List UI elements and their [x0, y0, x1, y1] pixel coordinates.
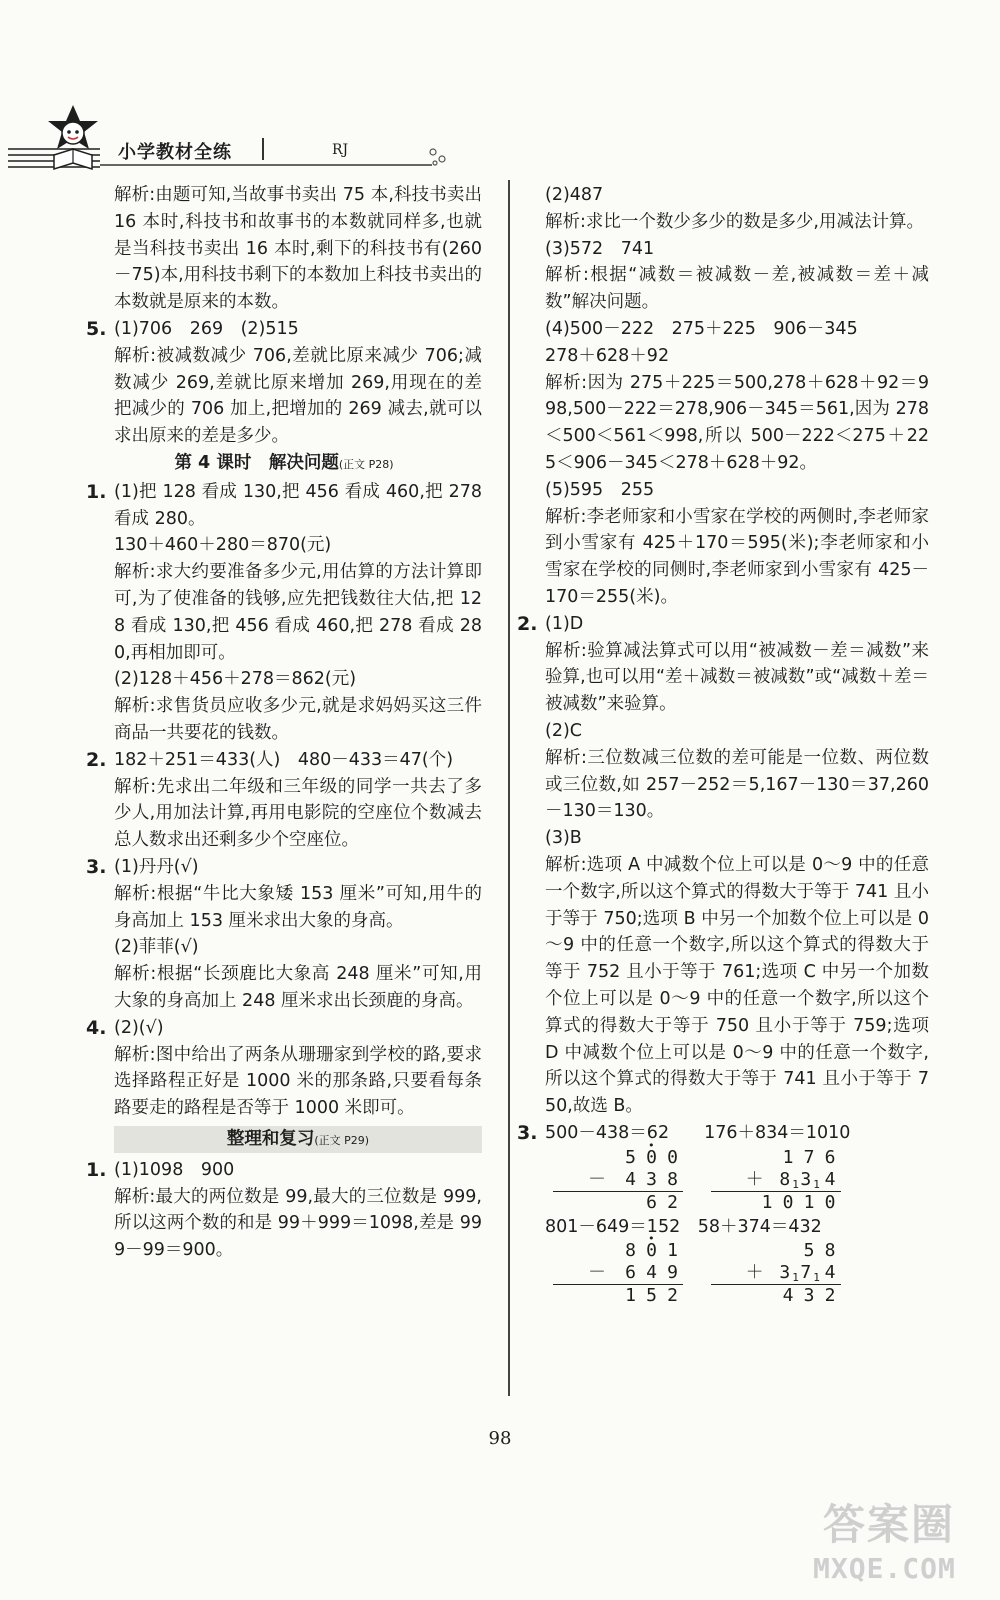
explanation-text: 解析:由题可知,当故事书卖出 75 本,科技书卖出 16 本时,科技书和故事书的本数就同样多,也就是当科技书卖出 16 本时,剩下的科技书有(260－75)本,用科技书剩下的本数加上科技书卖出的本数就是原来的本数。 [114, 185, 488, 313]
digit: 8 [625, 1240, 636, 1262]
question-1 [86, 479, 488, 747]
column-divider [508, 180, 510, 1396]
top-operand [545, 1240, 683, 1262]
digit: 3 1 [779, 1262, 799, 1285]
digit: 5 [803, 1240, 815, 1262]
carry-mark: 1 [792, 1177, 799, 1191]
operator-symbol: ＋ [745, 1262, 764, 1284]
question-3 [86, 854, 482, 1015]
answer-text: 182＋251＝433(人) 480－433＝47(个) [114, 749, 454, 770]
bottom-operand [703, 1262, 841, 1284]
digit: 8 [824, 1240, 836, 1262]
digit: 0 [782, 1191, 794, 1213]
digit: 5 [625, 1146, 636, 1168]
question-5 [86, 316, 482, 450]
answer-text: 278＋628＋92 [545, 345, 670, 366]
edition-label: RJ [332, 142, 349, 158]
answer-text: (3)572 741 [545, 238, 655, 259]
section-title-lesson-4 [86, 450, 482, 479]
mascot-icon [38, 103, 108, 173]
section-page-ref: (正文 P29) [314, 1133, 370, 1147]
explanation-text: 解析:验算减法算式可以用“被减数－差＝减数”来验算,也可以用“差＋减数＝被减数”或“减数＋差＝被减数”来验算。 [545, 640, 929, 715]
digit: 6 [625, 1262, 636, 1284]
top-operand [703, 1147, 841, 1169]
explanation-text: 解析:因为 275＋225＝500,278＋628＋92＝998,500－222＝278,906－345＝561,因为 278＜500＜561＜998,所以 500－222＜275＋225＜906－345＜278＋628＋92。 [545, 372, 929, 473]
left-column [86, 182, 488, 1264]
explanation-text: 解析:求比一个数少多少的数是多少,用减法计算。 [545, 211, 924, 232]
digit: 2 [824, 1285, 836, 1307]
question-number: 4. [86, 1016, 107, 1039]
explanation-text: 解析:选项 A 中减数个位上可以是 0～9 中的任意一个数字,所以这个算式的得数大于等于 741 且小于等于 750;选项 B 中另一个加数个位上可以是 0～9 中的任意一个数字,所以这个算式的得数大于等于 752 且小于等于 761;选项 C 中另一个加数个位上可以是 0～9 中的任意一个数字,所以这个算式的得数大于等于 750 且小于等于 759;选项 D 中减数个位上可以是 0～9 中的任意一个数字,所以这个算式的得数大于等于 741 且小于等于 750,故选 B。 [545, 854, 935, 1117]
answer-text: (2)128＋456＋278＝862(元) [114, 669, 357, 690]
vertical-calc [545, 1240, 683, 1307]
digit: 1 [782, 1146, 794, 1168]
operator-symbol: ＋ [745, 1168, 764, 1190]
header-rule [100, 164, 432, 166]
result-row [703, 1285, 841, 1307]
digit: 3 1 [800, 1168, 820, 1191]
answer-text: 130＋460＋280＝870(元) [114, 535, 332, 556]
top-operand [545, 1147, 683, 1169]
answer-text: (4)500－222 275＋225 906－345 [545, 318, 858, 339]
answer-text: (1)把 128 看成 130,把 456 看成 460,把 278 看成 280。 [114, 481, 488, 529]
logo-text-en: MXQE.COM [813, 1552, 956, 1585]
digit: 0 [824, 1191, 836, 1213]
vertical-calcs-row-2 [545, 1240, 929, 1307]
digit: 2 [667, 1191, 678, 1213]
explanation-text: 解析:最大的两位数是 99,最大的三位数是 999,所以这两个数的和是 99＋999＝1098,差是 999－99＝900。 [114, 1186, 482, 1261]
digit: 1 [625, 1285, 636, 1307]
vertical-calc [545, 1147, 683, 1214]
explanation-text: 解析:先求出二年级和三年级的同学一共去了多少人,用加法计算,再用电影院的空座位个数减去总人数求出还剩多少个空座位。 [114, 776, 482, 851]
answer-text: (1)1098 900 [114, 1159, 235, 1180]
answer-text: (1)D [545, 613, 584, 634]
top-operand [703, 1240, 841, 1262]
answer-text: (3)B [545, 828, 582, 849]
watermark-logo [808, 1492, 990, 1588]
section-title-text: 整理和复习 [226, 1128, 315, 1149]
equation-row [545, 1214, 929, 1241]
result-row [545, 1192, 683, 1214]
book-title: 小学教材全练 [118, 142, 232, 163]
review-question-1 [86, 1157, 482, 1264]
question-number: 5. [86, 317, 107, 340]
answer-text: (1)706 269 (2)515 [114, 318, 299, 339]
vertical-calc [703, 1240, 841, 1307]
explanation-text: 解析:求大约要准备多少元,用估算的方法计算即可,为了使准备的钱够,应先把钱数往大估,把 128 看成 130,把 456 看成 460,把 278 看成 280,再相加即可。 [114, 562, 482, 663]
question-number: 1. [86, 480, 107, 503]
digit: 6 [646, 1191, 657, 1213]
result-row [545, 1285, 683, 1307]
answer-text: (2)C [545, 720, 583, 741]
digit: 4 [824, 1262, 836, 1284]
digit: • 0 [641, 1240, 662, 1262]
answer-text: (2)菲菲(√) [114, 937, 199, 958]
digit: 1 [761, 1191, 773, 1213]
digit: 3 [646, 1168, 657, 1190]
explanation-text: 解析:被减数减少 706,差就比原来减少 706;减数减少 269,差就比原来增加 269,用现在的差把减少的 706 加上,把增加的 269 减去,就可以求出原来的差是多少。 [114, 345, 482, 447]
explanation-text: 解析:图中给出了两条从珊珊家到学校的路,要求选择路程正好是 1000 米的那条路,只要看每条路要走的路程是否等于 1000 米即可。 [114, 1044, 482, 1119]
explanation-text: 解析:三位数减三位数的差可能是一位数、两位数或三位数,如 257－252＝5,167－130＝37,260－130＝130。 [545, 747, 929, 822]
digit: 3 [803, 1285, 815, 1307]
operator-symbol: － [588, 1262, 606, 1284]
equation-text: 58＋374＝432 [697, 1216, 822, 1237]
operator-symbol: － [588, 1168, 606, 1190]
logo-text-cn: 答案圈 [823, 1500, 956, 1549]
title-separator [262, 138, 264, 160]
digit: 4 [625, 1168, 636, 1190]
answer-text: (2)487 [545, 185, 604, 205]
answer-text: (1)丹丹(√) [114, 856, 199, 877]
explanation-text: 解析:根据“长颈鹿比大象高 248 厘米”可知,用大象的身高加上 248 厘米求出长颈鹿的身高。 [114, 964, 482, 1011]
digit: 2 [667, 1285, 678, 1307]
equation-text: 500－438＝62 [545, 1122, 670, 1143]
page-number: 98 [488, 1428, 512, 1449]
answer-text: (2)(√) [114, 1017, 164, 1038]
digit: 8 [667, 1168, 678, 1190]
equation-text: 801－649＝152 [545, 1216, 681, 1237]
digit: 1 [803, 1191, 815, 1213]
digit: • 0 [641, 1147, 662, 1169]
digit: 8 1 [779, 1168, 799, 1191]
vertical-calcs-row-1 [545, 1147, 929, 1214]
carry-mark: 1 [792, 1271, 799, 1285]
carry-mark: 1 [813, 1177, 820, 1191]
question-number: 2. [517, 612, 538, 635]
review-question-2 [517, 611, 935, 1120]
question-number: 3. [86, 855, 107, 878]
carry-mark: 1 [813, 1271, 820, 1285]
question-number: 3. [517, 1121, 538, 1144]
question-2 [86, 747, 482, 854]
digit: 4 [824, 1168, 836, 1190]
digit: 4 [646, 1262, 657, 1284]
equation-row [545, 1120, 929, 1147]
answer-text: (5)595 255 [545, 479, 655, 500]
section-title-review [114, 1126, 482, 1153]
vertical-calc [703, 1147, 841, 1214]
explanation-text: 解析:求售货员应收多少元,就是求妈妈买这三件商品一共要花的钱数。 [114, 696, 482, 743]
bottom-operand [703, 1169, 841, 1191]
explanation-text: 解析:根据“减数＝被减数－差,被减数＝差＋减数”解决问题。 [545, 265, 929, 313]
right-column [517, 182, 935, 1307]
bottom-operand [545, 1262, 683, 1284]
digit: 5 [646, 1285, 657, 1307]
digit: 0 [667, 1146, 678, 1168]
explanation-text: 解析:根据“牛比大象矮 153 厘米”可知,用牛的身高加上 153 厘米求出大象的身高。 [114, 883, 482, 931]
result-row [703, 1192, 841, 1214]
equation-text: 176＋834＝1010 [704, 1122, 851, 1143]
digit: 9 [667, 1262, 678, 1284]
digit: 7 [803, 1146, 815, 1168]
digit: 4 [782, 1285, 794, 1307]
explanation-text: 解析:李老师家和小雪家在学校的两侧时,李老师家到小雪家有 425＋170＝595(米);李老师家和小雪家在学校的同侧时,李老师家到小雪家有 425－170＝255(米)。 [545, 506, 929, 607]
section-title-text: 第 4 课时 解决问题 [174, 452, 339, 473]
digit: 6 [824, 1146, 836, 1168]
digit: 7 1 [800, 1262, 820, 1285]
digit: 1 [667, 1240, 678, 1262]
review-question-3 [517, 1120, 929, 1308]
question-number: 1. [86, 1158, 107, 1181]
question-4 [86, 1015, 482, 1122]
bottom-operand [545, 1169, 683, 1191]
question-number: 2. [86, 748, 107, 771]
section-page-ref: (正文 P28) [338, 457, 394, 471]
header-dots-icon [428, 146, 450, 168]
